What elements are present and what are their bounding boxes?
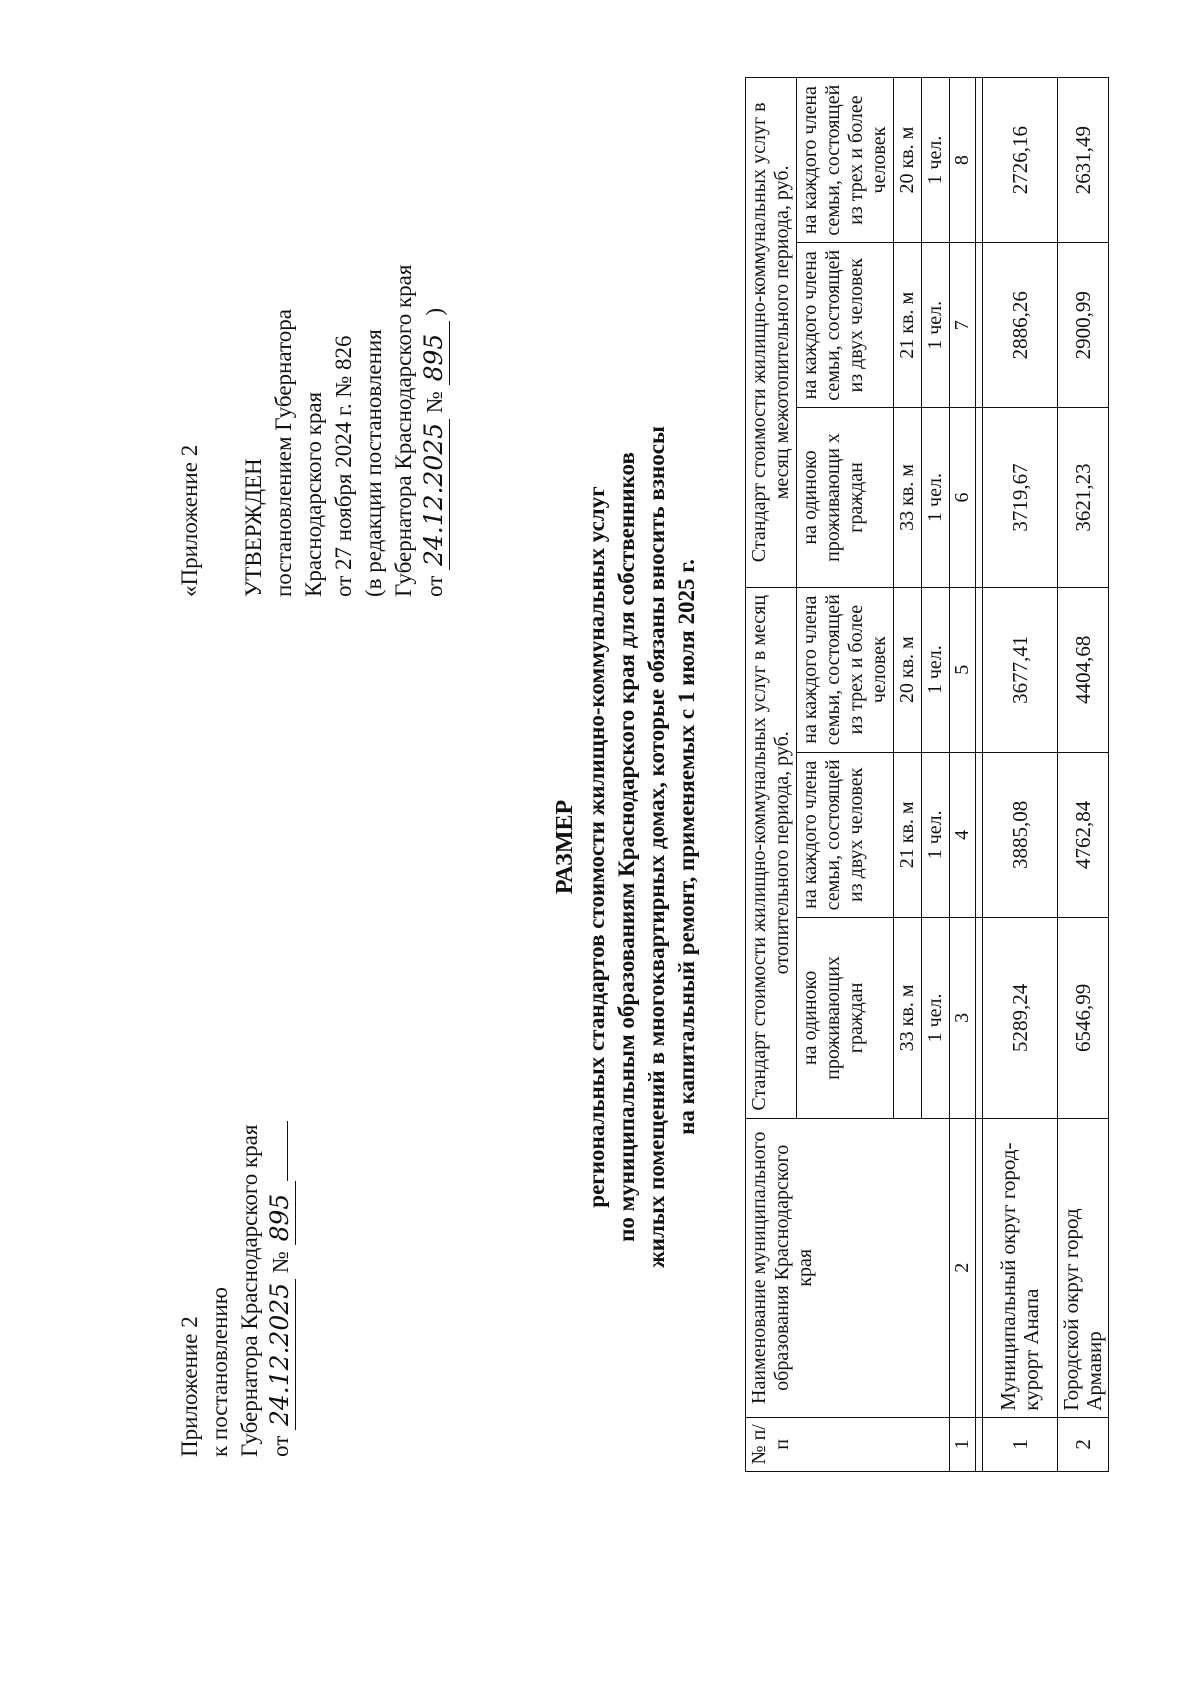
- row-num: 1: [983, 1417, 1058, 1471]
- person-cell: 1 чел.: [922, 917, 950, 1118]
- document-title: [550, 147, 702, 1547]
- area-cell: 20 кв. м: [894, 587, 922, 752]
- number-prefix: №: [268, 1251, 293, 1274]
- header-single-nonheating: на одиноко проживающи х граждан: [797, 408, 894, 587]
- person-cell: 1 чел.: [922, 78, 950, 243]
- header-right-block: [175, 117, 450, 597]
- header-left-line-2: к постановлению: [207, 1287, 232, 1457]
- header-left-block: [175, 837, 296, 1457]
- row-value: 2886,26: [983, 243, 1058, 408]
- closing-paren: ): [422, 307, 447, 316]
- row-value: 2900,99: [1058, 243, 1109, 408]
- header-right-line-5: от 27 ноября 2024 г. № 826: [331, 335, 356, 597]
- row-num: 2: [1058, 1417, 1109, 1471]
- row-value: 3885,08: [983, 752, 1058, 917]
- row-value: 3677,41: [983, 587, 1058, 752]
- area-cell: 33 кв. м: [894, 917, 922, 1118]
- area-cell: 21 кв. м: [894, 243, 922, 408]
- header-heating-period: Стандарт стоимости жилищно-коммунальных услуг в месяц отопительного периода, руб.: [746, 587, 797, 1118]
- index-cell: 7: [950, 243, 976, 408]
- title-main: РАЗМЕР: [552, 799, 578, 895]
- index-cell: 5: [950, 587, 976, 752]
- header-nonheating-period: Стандарт стоимости жилищно-коммунальных услуг в месяц межотопительного периода, руб.: [746, 78, 797, 588]
- row-municipality: Городской округ город Армавир: [1058, 1118, 1109, 1417]
- header-left-date-line: [265, 837, 296, 1457]
- standards-table: [745, 77, 1109, 1472]
- area-cell: 33 кв. м: [894, 408, 922, 587]
- index-cell: 8: [950, 78, 976, 243]
- row-value: 3621,23: [1058, 408, 1109, 587]
- row-municipality: Муниципальный округ город-курорт Анапа: [983, 1118, 1058, 1417]
- row-value: 4762,84: [1058, 752, 1109, 917]
- handwritten-number: 895: [419, 321, 450, 385]
- header-right-line-1: «Приложение 2: [177, 444, 202, 597]
- header-left-line-3: Губернатора Краснодарского края: [237, 1124, 262, 1457]
- title-line-3: жилых помещений в многоквартирных домах, которые обязаны вносить взносы: [644, 426, 669, 1268]
- index-cell: 1: [950, 1417, 976, 1471]
- area-cell: 20 кв. м: [894, 78, 922, 243]
- header-two-heating: на каждого члена семьи, состоящей из двух человек: [797, 752, 894, 917]
- header-right-date-line: [419, 117, 450, 597]
- header-two-nonheating: на каждого члена семьи, состоящей из двух человек: [797, 243, 894, 408]
- header-left-line-1: Приложение 2: [177, 1316, 202, 1457]
- index-cell: 2: [950, 1118, 976, 1417]
- row-value: 6546,99: [1058, 917, 1109, 1118]
- signature-line: [287, 1121, 288, 1181]
- person-cell: 1 чел.: [922, 408, 950, 587]
- index-cell: 4: [950, 752, 976, 917]
- person-cell: 1 чел.: [922, 243, 950, 408]
- row-value: 3719,67: [983, 408, 1058, 587]
- header-three-nonheating: на каждого члена семьи, состоящей из трех и более человек: [797, 78, 894, 243]
- header-right-line-6: (в редакции постановления: [361, 329, 386, 597]
- row-value: 5289,24: [983, 917, 1058, 1118]
- header-right-line-2: УТВЕРЖДЕН: [241, 458, 266, 597]
- header-right-line-7: Губернатора Краснодарского края: [391, 264, 416, 597]
- handwritten-number: 895: [265, 1181, 296, 1245]
- title-line-2: по муниципальным образованиям Краснодарского края для собственников: [614, 452, 639, 1242]
- row-value: 2726,16: [983, 78, 1058, 243]
- row-value: 4404,68: [1058, 587, 1109, 752]
- table-row: [1058, 78, 1109, 1472]
- number-prefix: №: [422, 391, 447, 414]
- index-cell: 3: [950, 917, 976, 1118]
- header-single-heating: на одиноко проживающих граждан: [797, 917, 894, 1118]
- header-right-line-4: Краснодарского края: [301, 391, 326, 597]
- date-prefix: от: [268, 1435, 293, 1457]
- handwritten-date: 24.12.2025: [419, 419, 450, 570]
- header-num: № п/п: [746, 1417, 950, 1471]
- header-right-line-3: постановлением Губернатора: [271, 309, 296, 597]
- handwritten-date: 24.12.2025: [265, 1279, 296, 1430]
- title-line-4: на капитальный ремонт, применяемых с 1 июля 2025 г.: [674, 559, 699, 1135]
- area-cell: 21 кв. м: [894, 752, 922, 917]
- row-value: 2631,49: [1058, 78, 1109, 243]
- header-municipality: Наименование муниципального образования Краснодарского края: [746, 1118, 950, 1417]
- person-cell: 1 чел.: [922, 587, 950, 752]
- header-three-heating: на каждого члена семьи, состоящей из трех и более человек: [797, 587, 894, 752]
- person-cell: 1 чел.: [922, 752, 950, 917]
- table-row: [983, 78, 1058, 1472]
- index-cell: 6: [950, 408, 976, 587]
- date-prefix: от: [422, 575, 447, 597]
- title-line-1: региональных стандартов стоимости жилищно-коммунальных услуг: [584, 486, 609, 1208]
